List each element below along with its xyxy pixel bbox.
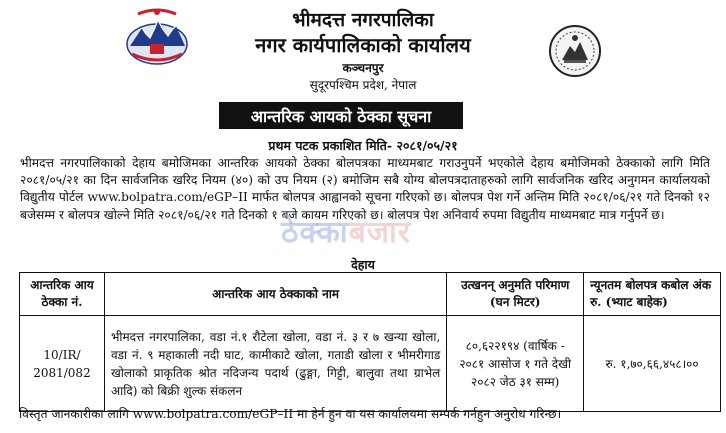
header-contract-name: आन्तरिक आय ठेक्काको नाम: [104, 273, 446, 316]
district-name: कञ्चनपुर: [342, 61, 384, 75]
cell-contract-no: 10/IR/ 2081/082: [20, 316, 105, 412]
header-min-bid: न्यूनतम बोलपत्र कबोल अंक रु. (भ्याट बाहेक): [584, 273, 721, 316]
footer-note: विस्तृत जानकारीका लागि www.bolpatra.com/eGP–II मा हेर्न हुन वा यस कार्यालयमा सम्पर्क गर्नहुन अनुरोध गरिन्छ।: [19, 407, 562, 421]
office-name: नगर कार्यपालिकाको कार्यालय: [255, 33, 471, 57]
notice-body-text: भीमदत्त नगरपालिकाको देहाय बमोजिमका आन्तरिक आयको ठेक्का बोलपत्रका माध्यमबाट गराउनुपर्ने भएकोले देहाय बमोजिमको ठेक्काको लागि मिति २०८१/०५/२१ का दिन सार्वजनिक खरिद नियम (४०) को उप नियम (२) बमोजिम सबै योग्य बोलपत्रदाताहरुको लागि सार्वजनिक खरिद अनुगमन कार्यालयको विद्युतीय पोर्टल www.bolpatra.com/eGP–II मार्फत बोलपत्र आह्वानको सूचना गरिएको छ। बोलपत्र पेश गर्ने अन्तिम मिति २०८१/०६/२१ गते दिनको १२ बजेसम्म र बोलपत्र खोल्ने मिति २०८१/०६/२१ गते दिनको १ बजे कायम गरिएको छ। बोलपत्र पेश अनिवार्य रुपमा विद्युतीय माध्यमबाट मात्र गर्नुपर्ने छ।: [20, 156, 710, 222]
cell-min-bid: रु. १,७०,६६,४५८।००: [584, 316, 721, 412]
cell-quantity: ८०,६२२१९४ (वार्षिक - २०८१ आसोज १ गते देखी २०८२ जेठ ३१ सम्म): [447, 316, 584, 412]
table-row: [20, 316, 721, 412]
contract-table: [19, 272, 721, 412]
watermark: [281, 210, 411, 251]
publication-date: प्रथम पटक प्रकाशित मिति- २०८१/०५/२१: [268, 138, 458, 153]
cell-contract-name: भीमदत्त नगरपालिका, वडा नं.१ रौटेला खोला, वडा नं. ३ र ७ खन्या खोला, वडा नं. ९ महाकाली नदी घाट, कामीकाटे खोला, गताडी खोला र भीमरीगाड खोलाको प्राकृतिक श्रोत नदिजन्य पदार्थ (ढुङ्गा, गिट्टी, बालुवा तथा ग्राभेल आदि) को बिक्री शुल्क संकलन: [104, 316, 446, 412]
municipality-name: भीमदत्त नगरपालिका: [292, 9, 434, 31]
header-quantity: उत्खनन् अनुमति परिमाण (घन मिटर): [447, 273, 584, 316]
notice-title-banner: आन्तरिक आयको ठेक्का सूचना: [219, 102, 463, 129]
header-contract-no: आन्तरिक आय ठेक्का नं.: [20, 273, 105, 316]
province-name: सुदूरपश्चिम प्रदेश, नेपाल: [309, 78, 417, 92]
watermark-part-2: बजार: [348, 215, 412, 250]
notice-header: [0, 0, 726, 100]
municipality-logo-icon: [548, 24, 602, 78]
table-header-row: [20, 273, 721, 316]
section-label: देहाय: [351, 257, 375, 272]
watermark-part-1: ठेक्का: [281, 215, 349, 250]
